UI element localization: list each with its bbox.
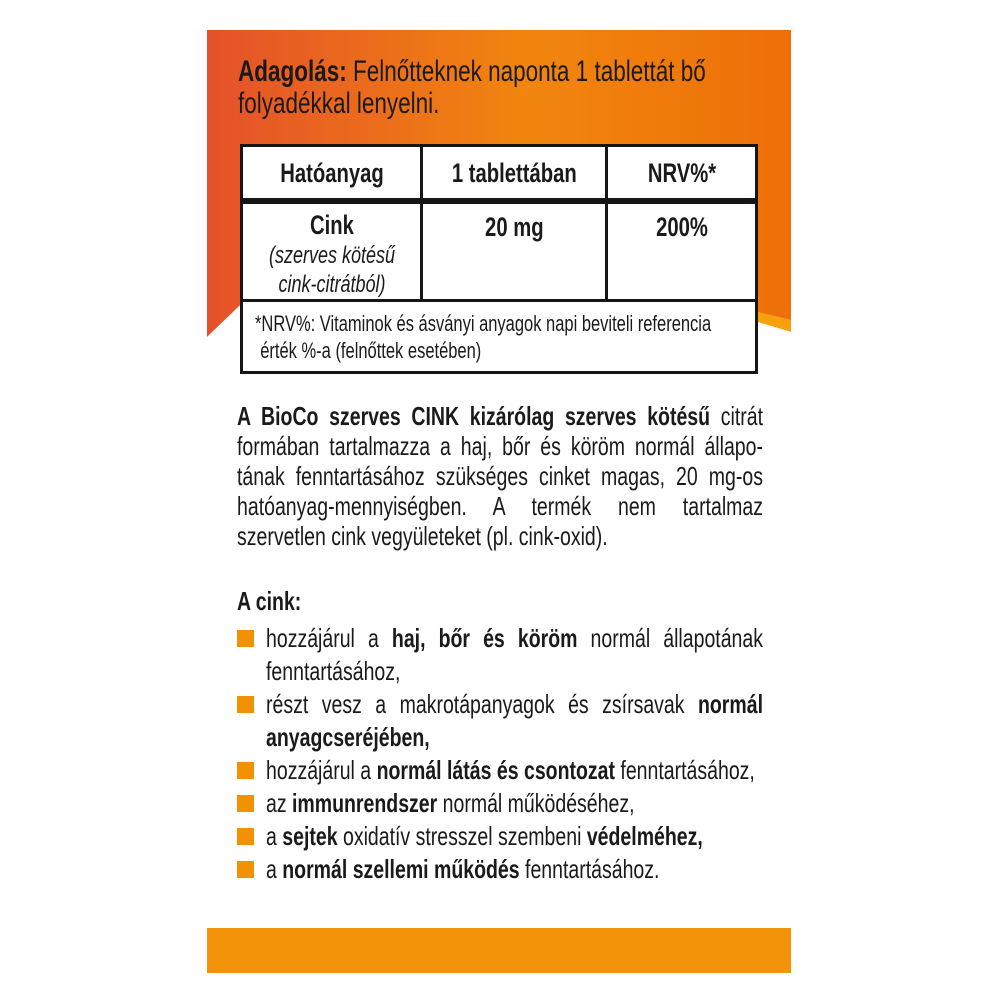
ingredient-cell xyxy=(243,204,423,299)
benefit-item xyxy=(237,754,763,787)
ingredient-note-line1: (szerves kötésű xyxy=(268,242,395,269)
benefit-item xyxy=(237,820,763,853)
table-header-nrv: NRV%* xyxy=(647,158,716,188)
bullet-square-icon xyxy=(237,795,254,812)
ingredient-name: Cink xyxy=(309,210,354,240)
table-header-row xyxy=(243,147,755,204)
benefit-text: hozzájárul a haj, bőr és köröm normál állapotának fenntartásához, xyxy=(266,623,763,686)
dosage-lines: Adagolás: Felnőtteknek naponta 1 tablettát bő folyadékkal lenyelni. xyxy=(238,55,706,120)
footnote-lines: *NRV%: Vitaminok és ásványi anyagok napi beviteli referencia érték %-a (felnőttek esetében) xyxy=(255,311,712,363)
bullet-square-icon xyxy=(237,762,254,779)
benefit-item xyxy=(237,853,763,886)
nutrition-table xyxy=(240,144,758,374)
bullet-square-icon xyxy=(237,630,254,647)
table-header-tablettaban: 1 tablettában xyxy=(423,147,608,198)
benefit-text: hozzájárul a normál látás és csontozat fenntartásához, xyxy=(266,755,755,785)
bullet-square-icon xyxy=(237,828,254,845)
nrv-cell: 200% xyxy=(655,212,708,242)
benefits-heading: A cink: xyxy=(237,586,302,616)
dosage-text xyxy=(238,56,758,120)
bottom-accent-bar xyxy=(207,928,791,973)
ingredient-note-line2: cink-citrátból) xyxy=(277,271,386,298)
benefit-text: az immunrendszer normál működéséhez, xyxy=(266,788,635,818)
table-footnote xyxy=(243,299,755,375)
benefit-text: a normál szellemi működés fenntartásához. xyxy=(266,854,660,884)
description-lines: A BioCo szerves CINK kizárólag szerves kötésű citrát formában tartalmazza a haj, bőr és köröm normál állapo- tának fenntartásához szükséges cinket magas, 20 mg-os hatóanyag-mennyiségben. A termék nem tartalmaz szervetlen cink vegyületeket (pl. cink-oxid). xyxy=(237,401,763,551)
table-header-hatoanyag: Hatóanyag xyxy=(243,147,423,198)
bullet-square-icon xyxy=(237,696,254,713)
description-paragraph xyxy=(237,401,763,551)
table-row xyxy=(243,204,755,299)
benefit-item xyxy=(237,787,763,820)
amount-cell: 20 mg xyxy=(423,204,608,299)
benefit-text: a sejtek oxidatív stresszel szembeni védelméhez, xyxy=(266,821,703,851)
benefit-text: részt vesz a makrotápanyagok és zsírsavak normál anyagcseréjében, xyxy=(266,689,763,752)
benefits-list xyxy=(237,622,763,886)
benefit-item xyxy=(237,622,763,688)
benefits-section xyxy=(237,585,763,886)
benefit-item xyxy=(237,688,763,754)
bullet-square-icon xyxy=(237,861,254,878)
